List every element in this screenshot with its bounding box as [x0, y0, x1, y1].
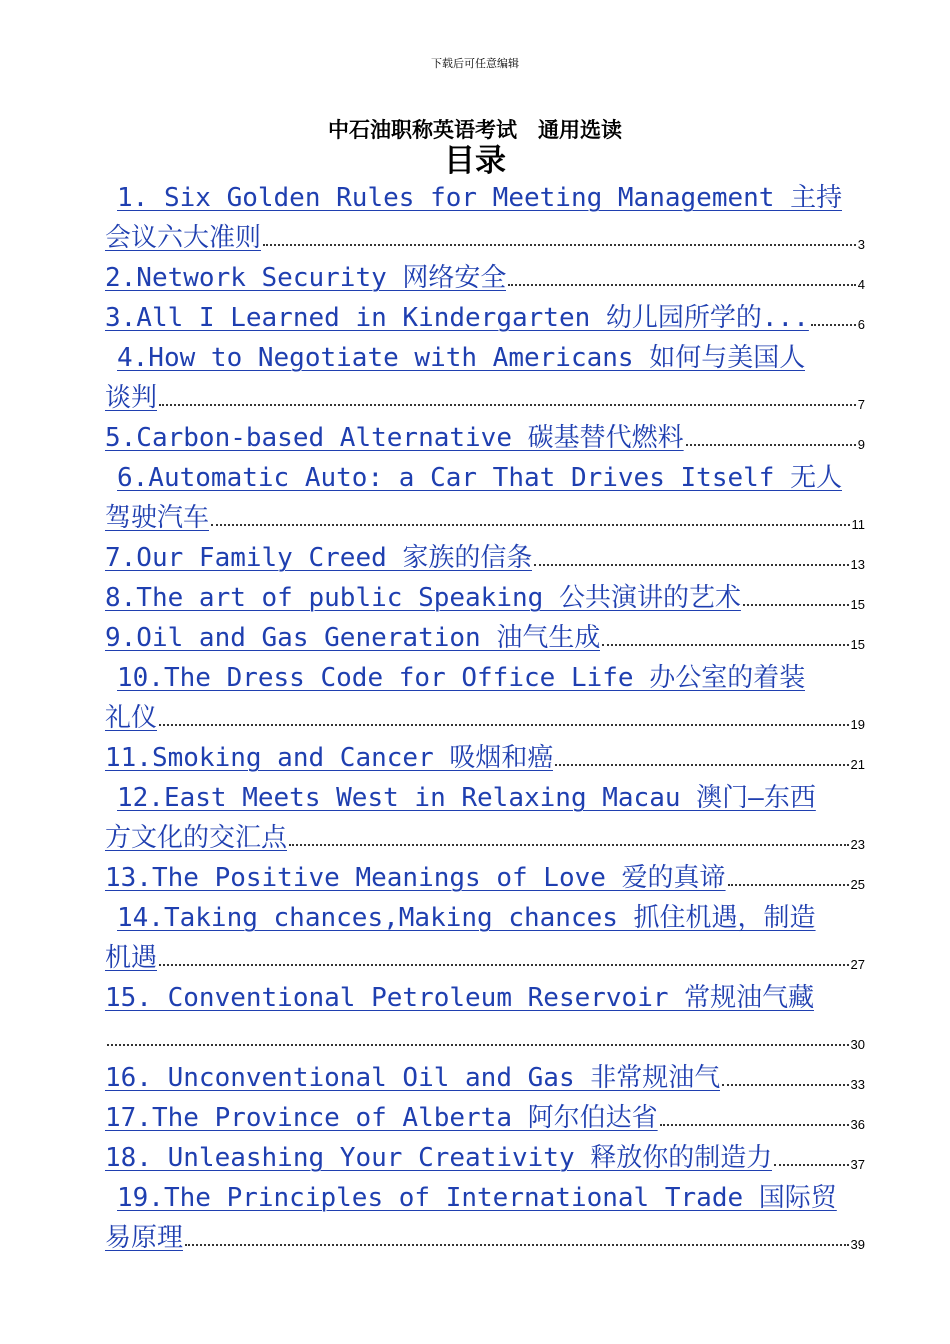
- toc-entry-text[interactable]: 19.The Principles of International Trade 国际贸: [117, 1183, 837, 1213]
- toc-entry-text[interactable]: 机遇: [105, 943, 158, 973]
- table-of-contents: [105, 174, 865, 1254]
- header-note: 下载后可任意编辑: [431, 57, 519, 70]
- toc-page-number: 15: [850, 637, 865, 652]
- toc-page-number: 30: [850, 1037, 865, 1052]
- toc-entry-text[interactable]: 12.East Meets West in Relaxing Macau 澳门—东西: [117, 783, 816, 813]
- toc-page-number: 27: [850, 957, 865, 972]
- toc-entry[interactable]: [105, 734, 865, 774]
- toc-entry[interactable]: [105, 1134, 865, 1174]
- toc-page-number: 15: [850, 597, 865, 612]
- dot-leader: [211, 524, 849, 526]
- toc-entry-text[interactable]: 11.Smoking and Cancer 吸烟和癌: [105, 743, 554, 773]
- toc-entry-text[interactable]: 4.How to Negotiate with Americans 如何与美国人: [117, 343, 806, 373]
- toc-page-number: 37: [850, 1157, 865, 1172]
- dot-leader: [263, 244, 856, 246]
- toc-entry[interactable]: [105, 174, 865, 254]
- toc-entry[interactable]: [105, 534, 865, 574]
- toc-entry[interactable]: [105, 414, 865, 454]
- toc-entry[interactable]: [105, 254, 865, 294]
- toc-entry-text[interactable]: 16. Unconventional Oil and Gas 非常规油气: [105, 1063, 721, 1093]
- toc-page-number: 25: [850, 877, 865, 892]
- toc-entry-text[interactable]: 9.Oil and Gas Generation 油气生成: [105, 623, 601, 653]
- toc-entry-text[interactable]: 7.Our Family Creed 家族的信条: [105, 543, 533, 573]
- dot-leader: [722, 1084, 848, 1086]
- toc-entry[interactable]: [105, 974, 865, 1054]
- toc-page-number: 13: [850, 557, 865, 572]
- dot-leader: [774, 1164, 848, 1166]
- toc-entry-text[interactable]: 1. Six Golden Rules for Meeting Management 主持: [117, 183, 843, 213]
- toc-entry-text[interactable]: 方文化的交汇点: [105, 823, 288, 853]
- toc-entry-text[interactable]: 8.The art of public Speaking 公共演讲的艺术: [105, 583, 741, 613]
- toc-page-number: 3: [857, 237, 865, 252]
- toc-entry-text[interactable]: 3.All I Learned in Kindergarten 幼儿园所学的...: [105, 303, 809, 333]
- dot-leader: [660, 1124, 849, 1126]
- dot-leader: [728, 884, 849, 886]
- toc-page-number: 19: [850, 717, 865, 732]
- toc-entry[interactable]: [105, 854, 865, 894]
- toc-page-number: 4: [857, 277, 865, 292]
- dot-leader: [534, 564, 848, 566]
- toc-entry[interactable]: [105, 574, 865, 614]
- toc-entry-text[interactable]: 10.The Dress Code for Office Life 办公室的着装: [117, 663, 806, 693]
- toc-entry-text[interactable]: 2.Network Security 网络安全: [105, 263, 507, 293]
- toc-entry-text[interactable]: 6.Automatic Auto: a Car That Drives Itself 无人: [117, 463, 843, 493]
- dot-leader: [159, 724, 849, 726]
- toc-entry[interactable]: [105, 1094, 865, 1134]
- toc-entry-text[interactable]: 礼仪: [105, 703, 158, 733]
- toc-entry[interactable]: [105, 334, 865, 414]
- toc-entry[interactable]: [105, 1174, 865, 1254]
- document-subtitle: 中石油职称英语考试 通用选读: [328, 117, 622, 142]
- toc-page-number: 21: [850, 757, 865, 772]
- toc-page-number: 11: [851, 517, 865, 532]
- toc-entry-text[interactable]: 17.The Province of Alberta 阿尔伯达省: [105, 1103, 658, 1133]
- toc-entry[interactable]: [105, 1054, 865, 1094]
- toc-entry-text[interactable]: 易原理: [105, 1223, 184, 1253]
- toc-page-number: 33: [850, 1077, 865, 1092]
- toc-page-number: 23: [850, 837, 865, 852]
- toc-entry-text[interactable]: 14.Taking chances,Making chances 抓住机遇，制造: [117, 903, 816, 933]
- toc-entry[interactable]: [105, 654, 865, 734]
- toc-page-number: 36: [850, 1117, 865, 1132]
- toc-page-number: 6: [857, 317, 865, 332]
- toc-entry-text[interactable]: 13.The Positive Meanings of Love 爱的真谛: [105, 863, 726, 893]
- toc-title: 目录: [444, 143, 506, 179]
- dot-leader: [508, 284, 855, 286]
- dot-leader: [185, 1244, 849, 1246]
- dot-leader: [159, 964, 849, 966]
- toc-entry-text[interactable]: 驾驶汽车: [105, 503, 210, 533]
- toc-entry[interactable]: [105, 614, 865, 654]
- toc-page-number: 7: [857, 397, 865, 412]
- toc-entry-text[interactable]: 谈判: [105, 383, 158, 413]
- toc-entry-text[interactable]: 18. Unleashing Your Creativity 释放你的制造力: [105, 1143, 773, 1173]
- toc-entry[interactable]: [105, 454, 865, 534]
- toc-page-number: 9: [857, 437, 865, 452]
- dot-leader: [743, 604, 849, 606]
- dot-leader: [159, 404, 856, 406]
- toc-page-number: 39: [850, 1237, 865, 1252]
- toc-entry-text[interactable]: 会议六大准则: [105, 223, 262, 253]
- toc-entry-text[interactable]: 5.Carbon-based Alternative 碳基替代燃料: [105, 423, 684, 453]
- toc-entry[interactable]: [105, 294, 865, 334]
- dot-leader: [555, 764, 848, 766]
- toc-entry[interactable]: [105, 894, 865, 974]
- toc-entry[interactable]: [105, 774, 865, 854]
- dot-leader: [602, 644, 848, 646]
- dot-leader: [686, 444, 856, 446]
- dot-leader: [811, 324, 856, 326]
- dot-leader: [107, 1044, 849, 1046]
- dot-leader: [289, 844, 849, 846]
- toc-entry-text[interactable]: 15. Conventional Petroleum Reservoir 常规油气藏: [105, 983, 815, 1013]
